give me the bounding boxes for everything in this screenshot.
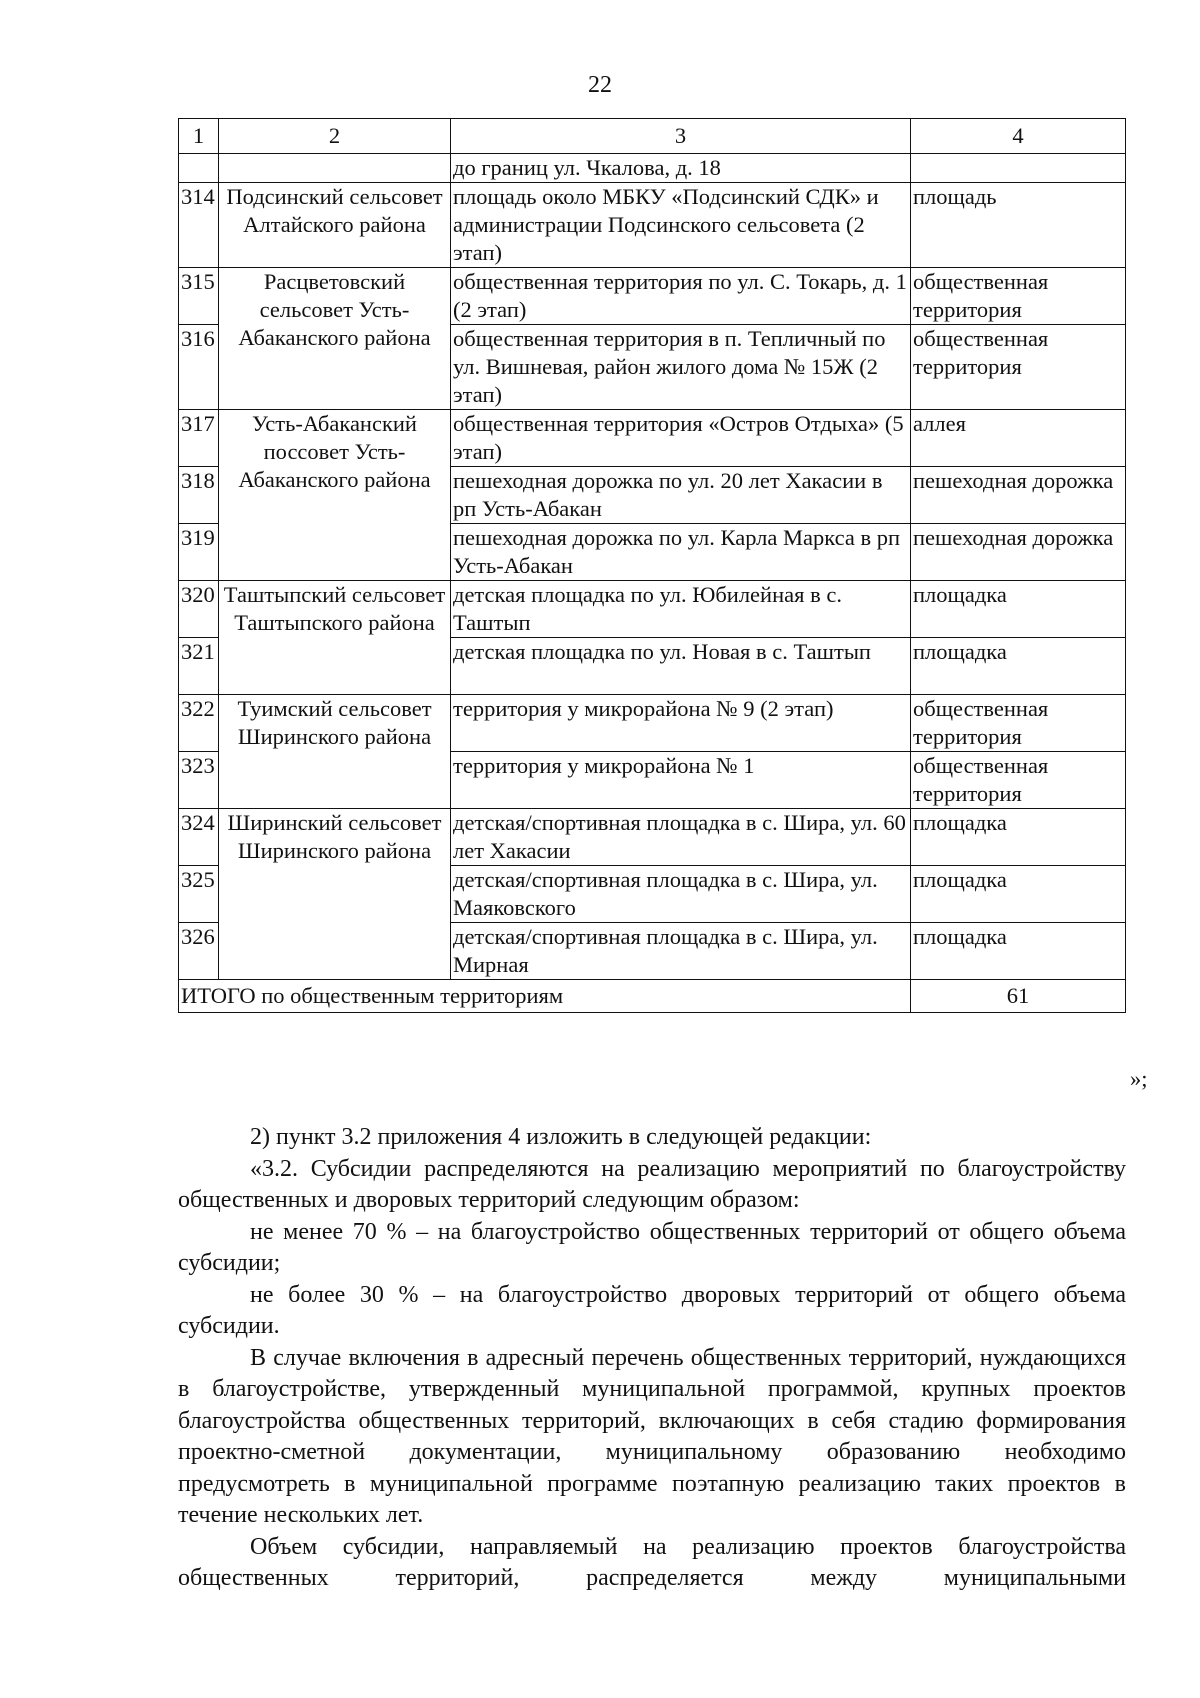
object-cell: детская площадка по ул. Новая в с. Таштып [451,638,911,695]
object-cell: общественная территория в п. Тепличный по ул. Вишневая, район жилого дома № 15Ж (2 этап) [451,325,911,410]
paragraph: Объем субсидии, направляемый на реализацию проектов благоустройства общественных территорий, распределяется между муниципальными [178,1533,1126,1591]
table-row [179,581,1126,638]
municipality-cell [219,154,451,183]
row-number: 317 [179,410,219,467]
type-cell: площадка [911,638,1126,695]
table-row [179,154,1126,183]
row-number: 318 [179,467,219,524]
header-cell: 3 [451,119,911,154]
header-cell: 2 [219,119,451,154]
object-cell: детская/спортивная площадка в с. Шира, ул. Мирная [451,923,911,980]
header-cell: 1 [179,119,219,154]
type-cell: площадка [911,923,1126,980]
object-cell: территория у микрорайона № 9 (2 этап) [451,695,911,752]
type-cell: площадка [911,866,1126,923]
municipality-cell: Туимский сельсовет Ширинского района [219,695,451,809]
paragraph: «3.2. Субсидии распределяются на реализацию мероприятий по благоустройству общественных и дворовых территорий следующим образом: [178,1155,1126,1213]
type-cell: пешеходная дорожка [911,467,1126,524]
row-number [179,154,219,183]
object-cell: детская/спортивная площадка в с. Шира, ул. 60 лет Хакасии [451,809,911,866]
row-number: 323 [179,752,219,809]
territories-table [178,118,1126,1013]
object-cell: детская площадка по ул. Юбилейная в с. Таштып [451,581,911,638]
total-label: ИТОГО по общественным территориям [179,980,911,1013]
object-cell: пешеходная дорожка по ул. 20 лет Хакасии в рп Усть-Абакан [451,467,911,524]
type-cell: пешеходная дорожка [911,524,1126,581]
total-value: 61 [911,980,1126,1013]
table-row [179,809,1126,866]
row-number: 322 [179,695,219,752]
type-cell: аллея [911,410,1126,467]
municipality-cell: Расцветовский сельсовет Усть-Абаканского района [219,268,451,410]
type-cell: общественная территория [911,695,1126,752]
header-cell: 4 [911,119,1126,154]
total-row [179,980,1126,1013]
row-number: 314 [179,183,219,268]
type-cell: общественная территория [911,268,1126,325]
object-cell: территория у микрорайона № 1 [451,752,911,809]
table-row [179,695,1126,752]
type-cell: площадка [911,581,1126,638]
object-cell: общественная территория по ул. С. Токарь, д. 1 (2 этап) [451,268,911,325]
row-number: 325 [179,866,219,923]
row-number: 320 [179,581,219,638]
type-cell: площадка [911,809,1126,866]
table-row [179,410,1126,467]
row-number: 321 [179,638,219,695]
municipality-cell: Ширинский сельсовет Ширинского района [219,809,451,980]
type-cell: общественная территория [911,325,1126,410]
paragraph: не более 30 % – на благоустройство дворовых территорий от общего объема субсидии. [178,1281,1126,1339]
closing-mark: »; [1130,1066,1148,1091]
municipality-cell: Таштыпский сельсовет Таштыпского района [219,581,451,695]
row-number: 316 [179,325,219,410]
type-cell: площадь [911,183,1126,268]
paragraph: не менее 70 % – на благоустройство общественных территорий от общего объема субсидии; [178,1218,1126,1276]
table-header-row [179,119,1126,154]
paragraph: В случае включения в адресный перечень общественных территорий, нуждающихся в благоустройстве, утвержденный муниципальной программой, крупных проектов благоустройства общественных территорий, включающих в себя стадию формирования проектно-сметной документации, муниципальному образованию необходимо предусмотреть в муниципальной программе поэтапную реализацию таких проектов в течение нескольких лет. [178,1344,1126,1528]
municipality-cell: Усть-Абаканский поссовет Усть-Абаканского района [219,410,451,581]
object-cell: пешеходная дорожка по ул. Карла Маркса в рп Усть-Абакан [451,524,911,581]
page-number: 22 [588,72,612,98]
type-cell: общественная территория [911,752,1126,809]
row-number: 319 [179,524,219,581]
type-cell [911,154,1126,183]
paragraph: 2) пункт 3.2 приложения 4 изложить в следующей редакции: [250,1124,872,1150]
object-cell: площадь около МБКУ «Подсинский СДК» и администрации Подсинского сельсовета (2 этап) [451,183,911,268]
row-number: 324 [179,809,219,866]
row-number: 315 [179,268,219,325]
municipality-cell: Подсинский сельсовет Алтайского района [219,183,451,268]
table-row [179,183,1126,268]
object-cell: до границ ул. Чкалова, д. 18 [451,154,911,183]
object-cell: общественная территория «Остров Отдыха» (5 этап) [451,410,911,467]
table-row [179,268,1126,325]
object-cell: детская/спортивная площадка в с. Шира, ул. Маяковского [451,866,911,923]
body-text [178,1122,1126,1595]
row-number: 326 [179,923,219,980]
